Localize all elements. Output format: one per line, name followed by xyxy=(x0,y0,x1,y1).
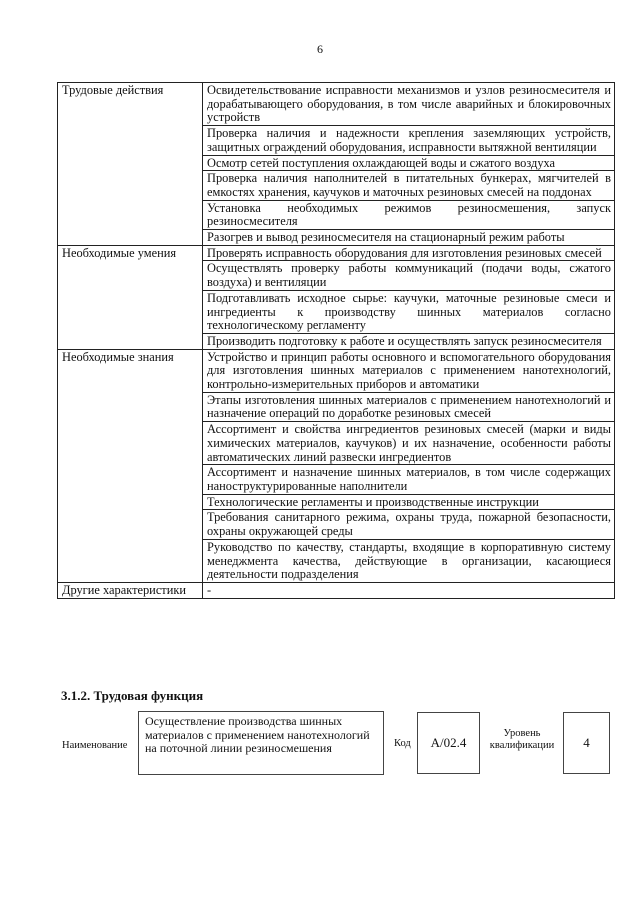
row-item: Проверять исправность оборудования для изготовления резиновых смесей xyxy=(203,245,615,261)
row-category: Необходимые знания xyxy=(58,349,203,582)
row-item: Этапы изготовления шинных материалов с применением нанотехнологий и назначение операций по доработке резиновых смесей xyxy=(203,392,615,421)
row-item: Проверка наличия и надежности крепления заземляющих устройств, защитных ограждений оборудования, исправности вытяжной вентиляции xyxy=(203,126,615,155)
row-item: Руководство по качеству, стандарты, входящие в корпоративную систему менеджмента качества, действующие в организации, касающиеся деятельности подразделения xyxy=(203,539,615,582)
section-title: 3.1.2. Трудовая функция xyxy=(61,688,204,703)
code-label: Код xyxy=(394,738,411,749)
row-category: Необходимые умения xyxy=(58,245,203,349)
page-number: 6 xyxy=(317,42,323,56)
table-row xyxy=(58,582,615,598)
row-item: Ассортимент и свойства ингредиентов резиновых смесей (марки и виды химических материалов, каучуков) и их назначение, особенности работы автоматических линий развески ингредиентов xyxy=(203,422,615,465)
row-item: Проверка наличия наполнителей в питательных бункерах, мягчителей в емкостях хранения, каучуков и маточных резиновых смесей на поддонах xyxy=(203,171,615,200)
row-item: Разогрев и вывод резиносмесителя на стационарный режим работы xyxy=(203,230,615,246)
row-category: Другие характеристики xyxy=(58,582,203,598)
row-item: - xyxy=(203,582,615,598)
row-item: Производить подготовку к работе и осуществлять запуск резиносмесителя xyxy=(203,333,615,349)
row-item: Технологические регламенты и производственные инструкции xyxy=(203,494,615,510)
table-row xyxy=(58,245,615,261)
row-item: Осмотр сетей поступления охлаждающей воды и сжатого воздуха xyxy=(203,155,615,171)
table-row xyxy=(58,83,615,126)
row-item: Установка необходимых режимов резиносмешения, запуск резиносмесителя xyxy=(203,200,615,229)
competency-table xyxy=(57,82,615,599)
function-name-box: Осуществление производства шинных материалов с применением нанотехнологий на поточной линии резиносмешения xyxy=(138,711,384,775)
qualification-level-box: 4 xyxy=(563,712,610,774)
row-item: Ассортимент и назначение шинных материалов, в том числе содержащих наноструктурированные наполнители xyxy=(203,465,615,494)
row-item: Требования санитарного режима, охраны труда, пожарной безопасности, охраны окружающей среды xyxy=(203,510,615,539)
row-item: Осуществлять проверку работы коммуникаций (подачи воды, сжатого воздуха) и вентиляции xyxy=(203,261,615,290)
row-item: Освидетельствование исправности механизмов и узлов резиносмесителя и дорабатывающего оборудования, в том числе аварийных и блокировочных устройств xyxy=(203,83,615,126)
table-row xyxy=(58,349,615,392)
name-label: Наименование xyxy=(62,740,128,751)
row-item: Устройство и принцип работы основного и вспомогательного оборудования для изготовления шинных материалов с применением нанотехнологий, контрольно-измерительных приборов и автоматики xyxy=(203,349,615,392)
row-item: Подготавливать исходное сырье: каучуки, маточные резиновые смеси и ингредиенты к производству шинных материалов согласно технологическому регламенту xyxy=(203,290,615,333)
qualification-level-label: Уровень квалификации xyxy=(489,728,555,751)
function-code-box: A/02.4 xyxy=(417,712,480,774)
row-category: Трудовые действия xyxy=(58,83,203,246)
